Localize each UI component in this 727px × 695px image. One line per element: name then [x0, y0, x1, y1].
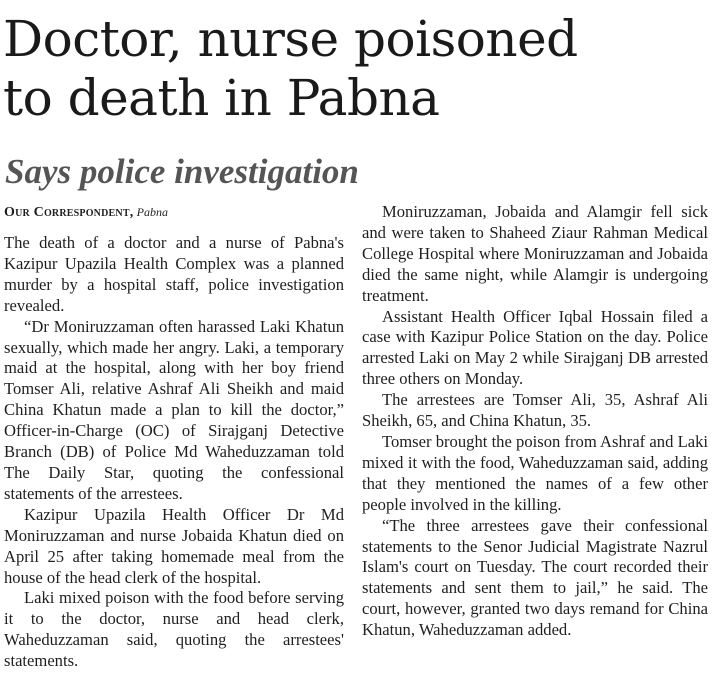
paragraph: Assistant Health Officer Iqbal Hossain filed a case with Kazipur Police Station on the day. Police arrested Laki on May 2 while Sirajganj DB arrested three others on Monday. — [362, 306, 708, 389]
paragraph: The death of a doctor and a nurse of Pabna's Kazipur Upazila Health Complex was a planned murder by a hospital staff, police investigation revealed. — [4, 233, 344, 315]
headline-line-2: to death in Pabna — [3, 69, 440, 127]
byline — [4, 202, 344, 222]
paragraph: Kazipur Upazila Health Officer Dr Md Moniruzzaman and nurse Jobaida Khatun died on April 25 after taking homemade meal from the house of the head clerk of the hospital. — [4, 504, 344, 587]
paragraph: Moniruzzaman, Jobaida and Alamgir fell sick and were taken to Shaheed Ziaur Rahman Medical College Hospital where Moniruzzaman and Jobaida died the same night, while Alamgir is undergoing treatment. — [362, 202, 708, 305]
headline — [3, 10, 578, 128]
paragraph: Laki mixed poison with the food before serving it to the doctor, nurse and head clerk, Waheduzzaman said, quoting the arrestees' statements. — [4, 588, 344, 671]
paragraph: Tomser brought the poison from Ashraf and Laki mixed it with the food, Waheduzzaman said, adding that they mentioned the names of a few other people involved in the killing. — [362, 431, 708, 514]
paragraph: “The three arrestees gave their confessional statements to the Senor Judicial Magistrate Nazrul Islam's court on Tuesday. The court recorded their statements and sent them to jail,” he said. The court, however, granted two days remand for China Khatun, Waheduzzaman added. — [362, 515, 708, 640]
paragraph: “Dr Moniruzzaman often harassed Laki Khatun sexually, which made her angry. Laki, a temporary maid at the hospital, along with her boy friend Tomser Ali, relative Ashraf Ali Sheikh and maid China Khatun made a plan to kill the doctor,” Officer-in-Charge (OC) of Sirajganj Detective Branch (DB) of Police Md Waheduzzaman told The Daily Star, quoting the confessional statements of the arrestees. — [4, 316, 344, 503]
headline-line-1: Doctor, nurse poisoned — [3, 10, 578, 68]
byline-location: Pabna — [136, 205, 168, 219]
byline-author: Our Correspondent, — [4, 205, 134, 220]
right-column — [362, 202, 708, 641]
left-column — [4, 202, 344, 672]
paragraph: The arrestees are Tomser Ali, 35, Ashraf Ali Sheikh, 65, and China Khatun, 35. — [362, 390, 708, 431]
article-body — [4, 202, 721, 692]
subheadline: Says police investigation — [5, 152, 359, 191]
